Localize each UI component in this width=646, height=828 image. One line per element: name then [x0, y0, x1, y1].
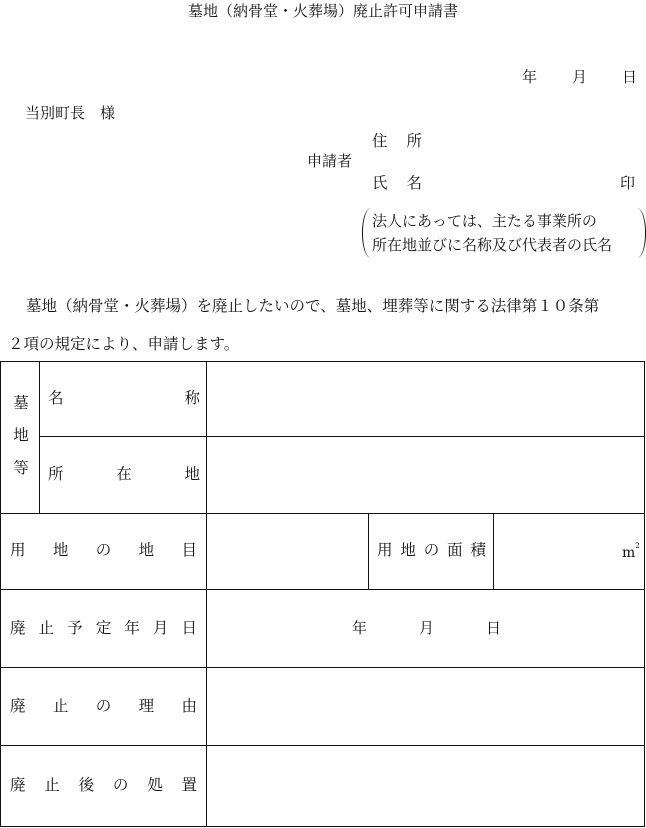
date-day: 日: [622, 68, 638, 86]
cemetery-name-field[interactable]: [207, 362, 644, 436]
statement-line-2: ２項の規定により、申請します。: [8, 335, 240, 353]
addressee: 当別町長 様: [25, 104, 116, 122]
planned-date-day: 日: [486, 619, 502, 637]
planned-date-label: 廃 止 予 定 年 月 日: [10, 619, 197, 637]
disposition-label: 廃 止 後 の 処 置: [10, 776, 197, 794]
cemetery-name-label: 名 称: [48, 389, 200, 407]
corporate-note-line-1: 法人にあっては、主たる事業所の: [372, 212, 597, 230]
seal-mark: 印: [620, 174, 636, 192]
applicant-label: 申請者: [307, 152, 353, 170]
square-meter-unit: $m^2$: [622, 542, 640, 561]
date-month: 月: [572, 68, 588, 86]
land-area-label: 用 地 の 面 積: [377, 541, 486, 559]
land-category-field[interactable]: [207, 514, 368, 589]
address-label: 住 所: [372, 132, 422, 150]
reason-field[interactable]: [207, 668, 644, 745]
disposition-field[interactable]: [207, 746, 644, 826]
planned-date-month: 月: [419, 619, 435, 637]
document-title: 墓地（納骨堂・火葬場）廃止許可申請書: [187, 2, 458, 20]
reason-label: 廃 止 の 理 由: [10, 697, 197, 715]
cemetery-location-label: 所 在 地: [48, 465, 200, 483]
cemetery-location-field[interactable]: [207, 437, 644, 513]
planned-date-year: 年: [352, 619, 368, 637]
land-category-label: 用 地 の 地 目: [10, 541, 197, 559]
statement-line-1: 墓地（納骨堂・火葬場）を廃止したいので、墓地、埋葬等に関する法律第１０条第: [26, 297, 600, 315]
name-label: 氏 名: [372, 174, 422, 192]
date-year: 年: [522, 68, 538, 86]
cemetery-group-label: 墓 地 等: [13, 394, 29, 477]
corporate-note-line-2: 所在地並びに名称及び代表者の氏名: [372, 236, 613, 254]
